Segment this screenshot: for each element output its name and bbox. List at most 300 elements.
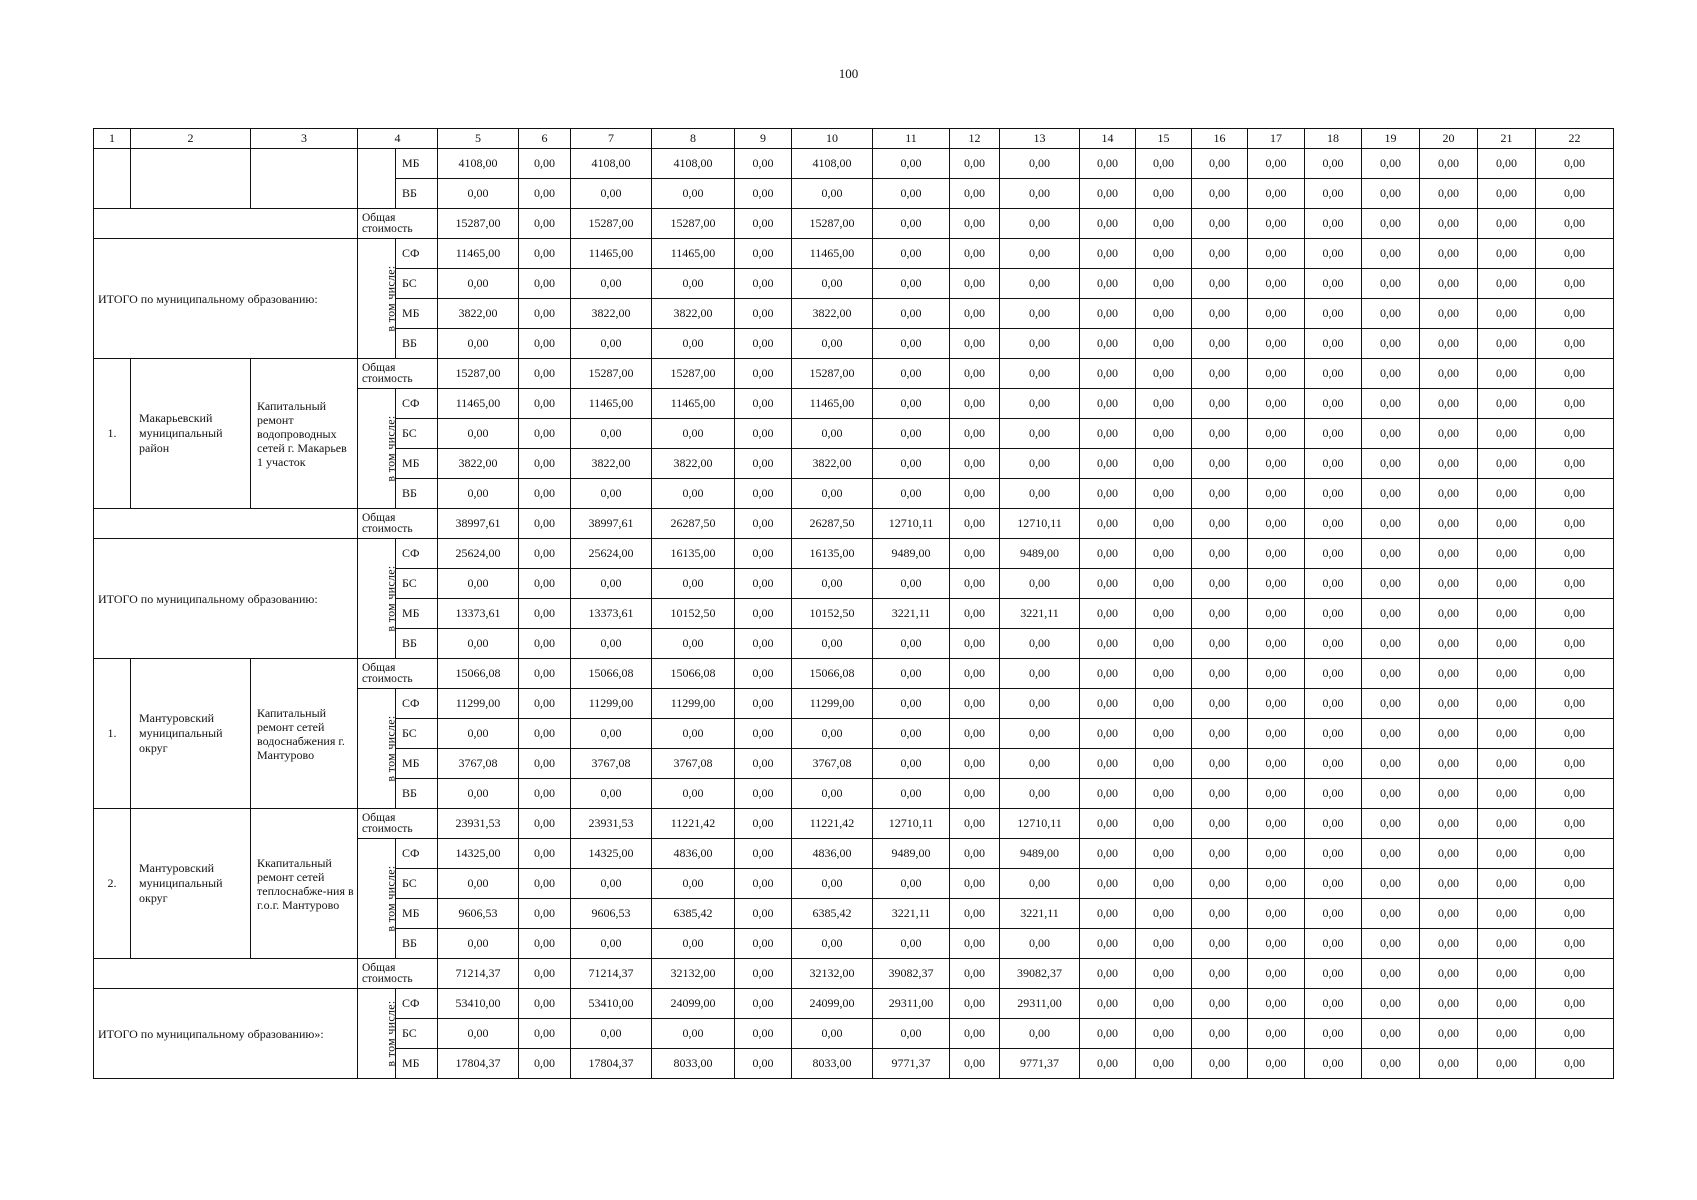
- value-cell: 0,00: [1136, 629, 1192, 659]
- value-cell: 0,00: [873, 149, 950, 179]
- value-cell: 0,00: [1000, 689, 1080, 719]
- table-row: [94, 149, 1614, 179]
- municipality-name: Мантуровский муниципальный округ: [131, 659, 251, 809]
- value-cell: 0,00: [1536, 959, 1614, 989]
- blank-cell: [94, 209, 358, 239]
- value-cell: 0,00: [1080, 359, 1136, 389]
- value-cell: 3822,00: [792, 299, 873, 329]
- value-cell: 0,00: [652, 179, 735, 209]
- value-cell: 0,00: [1305, 149, 1362, 179]
- value-cell: 0,00: [519, 329, 571, 359]
- column-number: 9: [735, 129, 792, 149]
- column-number: 22: [1536, 129, 1614, 149]
- funding-source: МБ: [396, 299, 438, 329]
- value-cell: 0,00: [519, 929, 571, 959]
- value-cell: 0,00: [1248, 179, 1305, 209]
- value-cell: 0,00: [1362, 839, 1420, 869]
- column-number: 6: [519, 129, 571, 149]
- value-cell: 6385,42: [652, 899, 735, 929]
- value-cell: 0,00: [1420, 149, 1478, 179]
- value-cell: 0,00: [438, 779, 519, 809]
- value-cell: 0,00: [1192, 359, 1248, 389]
- value-cell: 0,00: [1362, 479, 1420, 509]
- value-cell: 0,00: [1248, 839, 1305, 869]
- value-cell: 0,00: [1000, 149, 1080, 179]
- value-cell: 0,00: [735, 719, 792, 749]
- table-row: [94, 989, 1614, 1019]
- value-cell: 0,00: [1362, 179, 1420, 209]
- funding-source: СФ: [396, 839, 438, 869]
- value-cell: 0,00: [519, 1049, 571, 1079]
- value-cell: 0,00: [950, 209, 1000, 239]
- value-cell: 0,00: [519, 209, 571, 239]
- value-cell: 0,00: [1362, 359, 1420, 389]
- value-cell: 0,00: [1362, 419, 1420, 449]
- value-cell: 0,00: [519, 1019, 571, 1049]
- value-cell: 0,00: [1248, 239, 1305, 269]
- value-cell: 0,00: [571, 269, 652, 299]
- value-cell: 23931,53: [438, 809, 519, 839]
- value-cell: 0,00: [1536, 209, 1614, 239]
- value-cell: 0,00: [1248, 869, 1305, 899]
- in-total-label: [358, 389, 396, 509]
- value-cell: 0,00: [1192, 479, 1248, 509]
- value-cell: 0,00: [950, 329, 1000, 359]
- itogo-label: ИТОГО по муниципальному образованию:: [94, 239, 358, 359]
- value-cell: 0,00: [1420, 749, 1478, 779]
- value-cell: 0,00: [1080, 629, 1136, 659]
- value-cell: 0,00: [1000, 329, 1080, 359]
- value-cell: 0,00: [1080, 389, 1136, 419]
- value-cell: 0,00: [1136, 779, 1192, 809]
- value-cell: 0,00: [652, 779, 735, 809]
- value-cell: 0,00: [1136, 599, 1192, 629]
- table-row: [94, 539, 1614, 569]
- blank-cell: [94, 509, 358, 539]
- total-cost-label: Общая стоимость: [358, 659, 438, 689]
- value-cell: 0,00: [1080, 809, 1136, 839]
- value-cell: 0,00: [1136, 539, 1192, 569]
- value-cell: 0,00: [735, 899, 792, 929]
- value-cell: 0,00: [950, 239, 1000, 269]
- value-cell: 0,00: [519, 539, 571, 569]
- value-cell: 0,00: [950, 839, 1000, 869]
- object-name: Ккапитальный ремонт сетей теплоснабже-ния в г.о.г. Мантурово: [251, 809, 358, 959]
- value-cell: 0,00: [1478, 509, 1536, 539]
- value-cell: 0,00: [1000, 719, 1080, 749]
- value-cell: 11465,00: [438, 239, 519, 269]
- column-number: 7: [571, 129, 652, 149]
- value-cell: 0,00: [735, 869, 792, 899]
- value-cell: 0,00: [873, 869, 950, 899]
- value-cell: 0,00: [1478, 749, 1536, 779]
- column-number: 2: [131, 129, 251, 149]
- value-cell: 0,00: [1420, 779, 1478, 809]
- value-cell: 0,00: [1478, 1049, 1536, 1079]
- value-cell: 0,00: [950, 749, 1000, 779]
- value-cell: 0,00: [950, 419, 1000, 449]
- column-number: 1: [94, 129, 131, 149]
- value-cell: 0,00: [1362, 899, 1420, 929]
- value-cell: 32132,00: [652, 959, 735, 989]
- value-cell: 0,00: [1192, 779, 1248, 809]
- value-cell: 0,00: [1000, 419, 1080, 449]
- value-cell: 0,00: [1305, 809, 1362, 839]
- value-cell: 0,00: [438, 569, 519, 599]
- value-cell: 0,00: [1536, 659, 1614, 689]
- value-cell: 32132,00: [792, 959, 873, 989]
- value-cell: 0,00: [571, 929, 652, 959]
- value-cell: 0,00: [873, 929, 950, 959]
- value-cell: 0,00: [1362, 569, 1420, 599]
- value-cell: 0,00: [1080, 179, 1136, 209]
- value-cell: 0,00: [792, 479, 873, 509]
- value-cell: 0,00: [1080, 149, 1136, 179]
- funding-source: БС: [396, 569, 438, 599]
- value-cell: 0,00: [735, 179, 792, 209]
- value-cell: 0,00: [1136, 959, 1192, 989]
- value-cell: 16135,00: [652, 539, 735, 569]
- value-cell: 0,00: [735, 689, 792, 719]
- value-cell: 0,00: [1536, 839, 1614, 869]
- value-cell: 0,00: [873, 329, 950, 359]
- value-cell: 0,00: [1248, 989, 1305, 1019]
- value-cell: 0,00: [1305, 239, 1362, 269]
- funding-source: БС: [396, 419, 438, 449]
- value-cell: 11465,00: [792, 389, 873, 419]
- value-cell: 0,00: [1305, 179, 1362, 209]
- itogo-label: ИТОГО по муниципальному образованию:: [94, 539, 358, 659]
- value-cell: 15066,08: [792, 659, 873, 689]
- value-cell: 0,00: [1420, 959, 1478, 989]
- value-cell: 15287,00: [438, 359, 519, 389]
- value-cell: 3822,00: [571, 299, 652, 329]
- value-cell: 0,00: [1536, 179, 1614, 209]
- value-cell: 0,00: [652, 419, 735, 449]
- value-cell: 0,00: [1478, 869, 1536, 899]
- value-cell: 0,00: [873, 659, 950, 689]
- in-total-cell: [358, 149, 396, 209]
- value-cell: 0,00: [1478, 419, 1536, 449]
- value-cell: 0,00: [1420, 479, 1478, 509]
- value-cell: 0,00: [1478, 899, 1536, 929]
- column-number: 10: [792, 129, 873, 149]
- value-cell: 0,00: [735, 1019, 792, 1049]
- value-cell: 0,00: [1536, 869, 1614, 899]
- value-cell: 0,00: [1192, 329, 1248, 359]
- value-cell: 0,00: [950, 989, 1000, 1019]
- value-cell: 0,00: [735, 959, 792, 989]
- value-cell: 0,00: [735, 359, 792, 389]
- value-cell: 0,00: [1362, 269, 1420, 299]
- value-cell: 0,00: [1136, 299, 1192, 329]
- item-number: 1.: [94, 359, 131, 509]
- value-cell: 3822,00: [792, 449, 873, 479]
- value-cell: 0,00: [519, 509, 571, 539]
- value-cell: 29311,00: [1000, 989, 1080, 1019]
- value-cell: 0,00: [1362, 719, 1420, 749]
- value-cell: 0,00: [950, 269, 1000, 299]
- value-cell: 23931,53: [571, 809, 652, 839]
- value-cell: 0,00: [1305, 959, 1362, 989]
- value-cell: 0,00: [873, 209, 950, 239]
- value-cell: 0,00: [1536, 1019, 1614, 1049]
- value-cell: 11299,00: [652, 689, 735, 719]
- value-cell: 0,00: [1478, 359, 1536, 389]
- value-cell: 0,00: [1248, 269, 1305, 299]
- value-cell: 11465,00: [571, 239, 652, 269]
- value-cell: 0,00: [519, 719, 571, 749]
- value-cell: 0,00: [1305, 329, 1362, 359]
- value-cell: 0,00: [1478, 149, 1536, 179]
- value-cell: 0,00: [1305, 989, 1362, 1019]
- value-cell: 0,00: [1192, 809, 1248, 839]
- value-cell: 0,00: [735, 749, 792, 779]
- value-cell: 0,00: [1192, 449, 1248, 479]
- value-cell: 24099,00: [792, 989, 873, 1019]
- funding-source: БС: [396, 1019, 438, 1049]
- funding-source: МБ: [396, 599, 438, 629]
- value-cell: 0,00: [735, 239, 792, 269]
- funding-source: ВБ: [396, 479, 438, 509]
- value-cell: 39082,37: [1000, 959, 1080, 989]
- value-cell: 0,00: [792, 869, 873, 899]
- value-cell: 0,00: [1136, 149, 1192, 179]
- value-cell: 9489,00: [1000, 539, 1080, 569]
- funding-source: СФ: [396, 389, 438, 419]
- value-cell: 0,00: [1000, 929, 1080, 959]
- value-cell: 0,00: [792, 719, 873, 749]
- value-cell: 0,00: [1000, 239, 1080, 269]
- funding-source: МБ: [396, 449, 438, 479]
- value-cell: 0,00: [735, 539, 792, 569]
- value-cell: 0,00: [1248, 959, 1305, 989]
- value-cell: 0,00: [519, 479, 571, 509]
- funding-source: МБ: [396, 1049, 438, 1079]
- value-cell: 0,00: [1420, 209, 1478, 239]
- value-cell: 0,00: [1192, 539, 1248, 569]
- value-cell: 0,00: [1305, 269, 1362, 299]
- funding-source: БС: [396, 719, 438, 749]
- value-cell: 0,00: [1362, 449, 1420, 479]
- value-cell: 0,00: [571, 869, 652, 899]
- value-cell: 0,00: [1478, 329, 1536, 359]
- value-cell: 11221,42: [652, 809, 735, 839]
- value-cell: 15287,00: [571, 209, 652, 239]
- value-cell: 0,00: [1192, 239, 1248, 269]
- value-cell: 3822,00: [438, 449, 519, 479]
- value-cell: 9606,53: [438, 899, 519, 929]
- value-cell: 0,00: [1080, 419, 1136, 449]
- value-cell: 11465,00: [438, 389, 519, 419]
- value-cell: 0,00: [1248, 1019, 1305, 1049]
- value-cell: 11465,00: [792, 239, 873, 269]
- value-cell: 0,00: [1420, 689, 1478, 719]
- value-cell: 0,00: [1362, 869, 1420, 899]
- value-cell: 10152,50: [792, 599, 873, 629]
- value-cell: 0,00: [950, 629, 1000, 659]
- value-cell: 0,00: [950, 569, 1000, 599]
- value-cell: 0,00: [1248, 359, 1305, 389]
- value-cell: 15066,08: [438, 659, 519, 689]
- value-cell: 4836,00: [792, 839, 873, 869]
- value-cell: 0,00: [1192, 989, 1248, 1019]
- value-cell: 0,00: [1080, 929, 1136, 959]
- value-cell: 38997,61: [438, 509, 519, 539]
- value-cell: 0,00: [1000, 209, 1080, 239]
- municipality-name: Макарьевский муниципальный район: [131, 359, 251, 509]
- value-cell: 0,00: [1136, 839, 1192, 869]
- value-cell: 15066,08: [571, 659, 652, 689]
- value-cell: 0,00: [1536, 239, 1614, 269]
- value-cell: 0,00: [873, 359, 950, 389]
- value-cell: 0,00: [1478, 599, 1536, 629]
- value-cell: 3822,00: [652, 449, 735, 479]
- value-cell: 0,00: [873, 779, 950, 809]
- value-cell: 0,00: [1536, 689, 1614, 719]
- value-cell: 0,00: [438, 719, 519, 749]
- value-cell: 3767,08: [652, 749, 735, 779]
- value-cell: 0,00: [1080, 329, 1136, 359]
- value-cell: 0,00: [950, 449, 1000, 479]
- value-cell: 0,00: [1000, 569, 1080, 599]
- value-cell: 0,00: [1248, 659, 1305, 689]
- value-cell: 0,00: [1305, 359, 1362, 389]
- value-cell: 0,00: [1536, 719, 1614, 749]
- value-cell: 0,00: [1536, 419, 1614, 449]
- value-cell: 0,00: [1192, 959, 1248, 989]
- value-cell: 0,00: [1080, 1049, 1136, 1079]
- funding-source: ВБ: [396, 179, 438, 209]
- value-cell: 0,00: [438, 869, 519, 899]
- value-cell: 0,00: [1536, 989, 1614, 1019]
- value-cell: 0,00: [519, 449, 571, 479]
- value-cell: 0,00: [652, 329, 735, 359]
- value-cell: 0,00: [735, 779, 792, 809]
- value-cell: 0,00: [519, 599, 571, 629]
- in-total-label: [358, 989, 396, 1079]
- value-cell: 0,00: [1362, 389, 1420, 419]
- value-cell: 0,00: [735, 629, 792, 659]
- value-cell: 0,00: [519, 299, 571, 329]
- value-cell: 0,00: [950, 599, 1000, 629]
- in-total-label-text: в том числе:: [383, 715, 398, 782]
- value-cell: 0,00: [950, 779, 1000, 809]
- value-cell: 0,00: [1000, 389, 1080, 419]
- value-cell: 0,00: [1136, 389, 1192, 419]
- value-cell: 0,00: [792, 779, 873, 809]
- value-cell: 0,00: [1420, 659, 1478, 689]
- value-cell: 0,00: [1192, 299, 1248, 329]
- value-cell: 0,00: [1080, 449, 1136, 479]
- value-cell: 0,00: [1192, 599, 1248, 629]
- value-cell: 0,00: [1248, 689, 1305, 719]
- value-cell: 0,00: [1080, 719, 1136, 749]
- value-cell: 9606,53: [571, 899, 652, 929]
- value-cell: 0,00: [438, 419, 519, 449]
- value-cell: 15287,00: [652, 359, 735, 389]
- value-cell: 15287,00: [652, 209, 735, 239]
- value-cell: 0,00: [519, 569, 571, 599]
- funding-source: БС: [396, 869, 438, 899]
- value-cell: 0,00: [1536, 449, 1614, 479]
- value-cell: 26287,50: [792, 509, 873, 539]
- value-cell: 0,00: [1305, 209, 1362, 239]
- value-cell: 0,00: [950, 299, 1000, 329]
- value-cell: 0,00: [1420, 1019, 1478, 1049]
- value-cell: 0,00: [1080, 1019, 1136, 1049]
- value-cell: 0,00: [792, 1019, 873, 1049]
- value-cell: 0,00: [1305, 929, 1362, 959]
- value-cell: 0,00: [519, 689, 571, 719]
- value-cell: 0,00: [950, 899, 1000, 929]
- budget-table-container: [93, 128, 1614, 1079]
- value-cell: 29311,00: [873, 989, 950, 1019]
- value-cell: 0,00: [1136, 569, 1192, 599]
- table-row: [94, 239, 1614, 269]
- value-cell: 0,00: [1136, 929, 1192, 959]
- value-cell: 0,00: [571, 419, 652, 449]
- value-cell: 0,00: [1305, 629, 1362, 659]
- value-cell: 0,00: [1362, 989, 1420, 1019]
- value-cell: 0,00: [1420, 419, 1478, 449]
- value-cell: 0,00: [1136, 869, 1192, 899]
- value-cell: 11299,00: [438, 689, 519, 719]
- value-cell: 0,00: [1248, 299, 1305, 329]
- total-cost-row: [94, 509, 1614, 539]
- value-cell: 0,00: [873, 389, 950, 419]
- value-cell: 0,00: [438, 329, 519, 359]
- value-cell: 0,00: [1478, 269, 1536, 299]
- value-cell: 0,00: [438, 479, 519, 509]
- column-number: 18: [1305, 129, 1362, 149]
- value-cell: 0,00: [1420, 1049, 1478, 1079]
- value-cell: 0,00: [1420, 569, 1478, 599]
- value-cell: 0,00: [1478, 989, 1536, 1019]
- value-cell: 0,00: [1136, 209, 1192, 239]
- value-cell: 0,00: [519, 809, 571, 839]
- value-cell: 0,00: [1305, 569, 1362, 599]
- value-cell: 0,00: [1420, 269, 1478, 299]
- value-cell: 4108,00: [652, 149, 735, 179]
- funding-source: ВБ: [396, 779, 438, 809]
- value-cell: 0,00: [571, 1019, 652, 1049]
- value-cell: 0,00: [1420, 989, 1478, 1019]
- itogo-label: ИТОГО по муниципальному образованию»:: [94, 989, 358, 1079]
- value-cell: 0,00: [571, 779, 652, 809]
- value-cell: 0,00: [950, 719, 1000, 749]
- value-cell: 0,00: [1080, 839, 1136, 869]
- value-cell: 0,00: [1305, 1049, 1362, 1079]
- value-cell: 0,00: [792, 419, 873, 449]
- value-cell: 0,00: [519, 269, 571, 299]
- value-cell: 0,00: [1362, 749, 1420, 779]
- value-cell: 25624,00: [571, 539, 652, 569]
- value-cell: 0,00: [1536, 509, 1614, 539]
- total-cost-row: [94, 659, 1614, 689]
- value-cell: 0,00: [1192, 419, 1248, 449]
- object-name: Капитальный ремонт сетей водоснабжения г. Мантурово: [251, 659, 358, 809]
- value-cell: 14325,00: [438, 839, 519, 869]
- value-cell: 0,00: [873, 179, 950, 209]
- value-cell: 0,00: [438, 179, 519, 209]
- value-cell: 11221,42: [792, 809, 873, 839]
- value-cell: 0,00: [873, 719, 950, 749]
- value-cell: 0,00: [519, 179, 571, 209]
- value-cell: 0,00: [1420, 869, 1478, 899]
- value-cell: 0,00: [1192, 1049, 1248, 1079]
- value-cell: 0,00: [735, 149, 792, 179]
